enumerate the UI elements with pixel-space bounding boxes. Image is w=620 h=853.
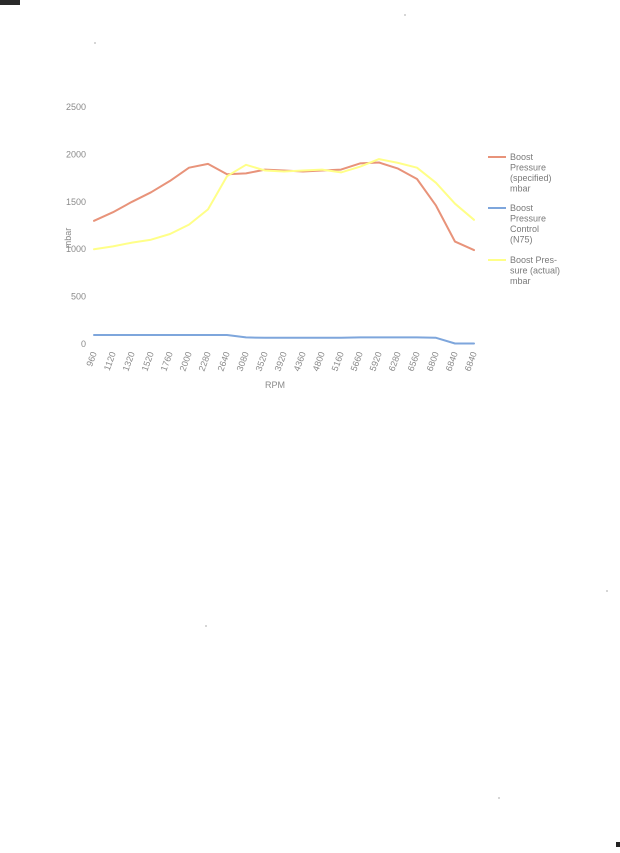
x-tick-label: 2640 [215,350,232,373]
x-tick-label: 3520 [253,350,270,373]
legend-label: (N75) [510,234,533,245]
x-tick-label: 3080 [234,350,251,373]
y-tick-label: 1500 [65,196,86,207]
x-tick-label: 2280 [196,350,213,373]
legend-label: Boost [510,152,534,162]
x-tick-label: 3920 [272,350,289,373]
series-line-3 [94,159,474,249]
x-tick-label: 1320 [120,350,137,373]
x-tick-label: 6800 [424,350,441,373]
series-layer [94,159,474,343]
x-tick-label: 6840 [443,350,460,373]
y-tick-label: 0 [80,339,86,349]
series-line-1 [94,163,474,251]
x-tick-label: 1120 [101,350,118,372]
x-tick-label: 5660 [348,350,365,373]
x-tick-label: 6560 [405,350,422,373]
series-line-2 [94,335,474,344]
x-tick-label: 6280 [386,350,403,373]
y-tick-label: 2000 [65,149,86,160]
x-tick-label: 1520 [139,350,156,373]
legend-label: mbar [510,183,531,194]
y-tick-label: 500 [70,291,86,302]
x-tick-label: 960 [84,350,99,368]
legend [488,152,560,286]
legend-label: (specified) [510,173,552,183]
legend-label: Boost [510,203,534,213]
legend-label: Pressure [510,213,547,224]
x-tick-label: 5160 [329,350,346,373]
x-axis [84,350,479,372]
x-tick-label: 4360 [291,350,308,373]
legend-label: Pressure [510,162,547,173]
y-tick-label: 2500 [65,102,86,112]
y-axis [66,102,86,349]
y-tick-label: 1000 [65,244,86,255]
legend-label: Boost Pres- [510,255,558,265]
legend-label: Control [510,224,540,234]
x-tick-label: 5920 [367,350,384,373]
y-axis-title: mbar [63,227,73,249]
x-tick-label: 2000 [177,350,194,373]
x-tick-label: 4800 [310,350,327,373]
legend-label: sure (actual) [510,265,561,276]
x-tick-label: 1760 [158,350,175,373]
x-axis-title: RPM [265,380,285,390]
legend-label: mbar [510,276,531,286]
x-tick-label: 6840 [462,350,479,373]
